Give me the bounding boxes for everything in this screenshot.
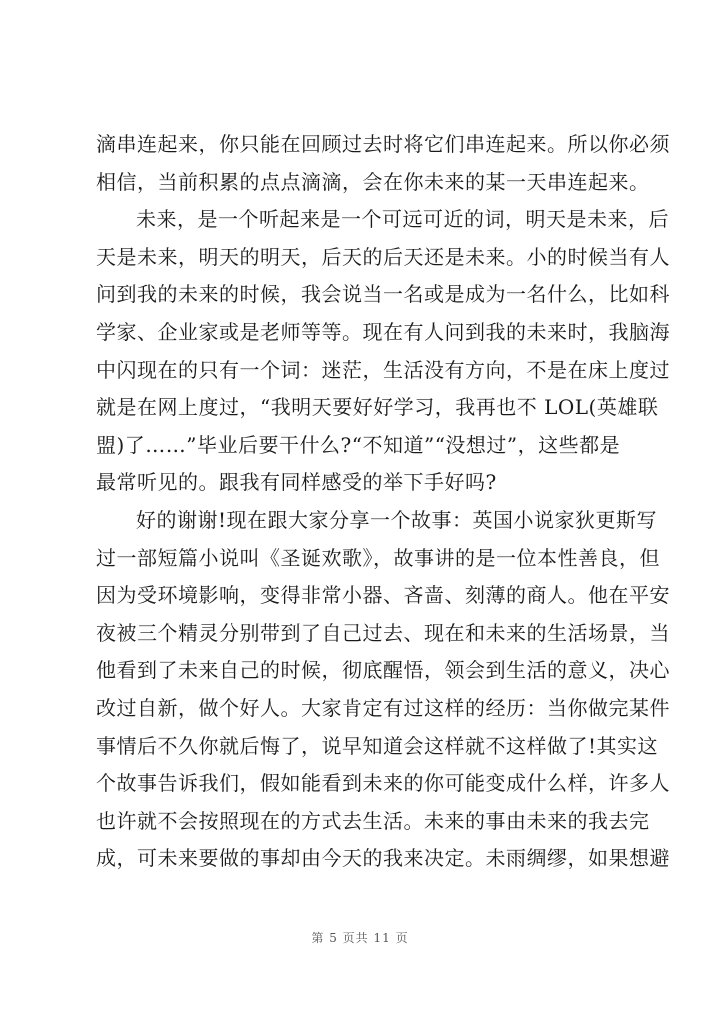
paragraph-line: 相信，当前积累的点点滴滴，会在你未来的某一天串连起来。 (96, 170, 650, 194)
paragraph-line: 未来，是一个听起来是一个可远可近的词，明天是未来，后 (136, 207, 669, 231)
paragraph-line: 就是在网上度过，“我明天要好好学习，我再也不 LOL(英雄联 (96, 395, 659, 419)
paragraph-line: 中闪现在的只有一个词：迷茫，生活没有方向，不是在床上度过 (96, 358, 670, 382)
paragraph-line: 过一部短篇小说叫《圣诞欢歌》，故事讲的是一位本性善良，但 (96, 546, 660, 570)
paragraph-line: 天是未来，明天的明天，后天的后天还是未来。小的时候当有人 (96, 245, 670, 269)
paragraph-line: 他看到了未来自己的时候，彻底醒悟，领会到生活的意义，决心 (96, 658, 670, 682)
paragraph-line: 个故事告诉我们，假如能看到未来的你可能变成什么样，许多人 (96, 771, 670, 795)
page-number-footer: 第 5 页共 11 页 (311, 931, 409, 945)
paragraph-line: 事情后不久你就后悔了，说早知道会这样就不这样做了!其实这 (96, 734, 659, 758)
paragraph-line: 学家、企业家或是老师等等。现在有人问到我的未来时，我脑海 (96, 320, 670, 344)
paragraph-line: 滴串连起来，你只能在回顾过去时将它们串连起来。所以你必须 (96, 132, 670, 156)
paragraph-line: 改过自新，做个好人。大家肯定有过这样的经历：当你做完某件 (96, 696, 670, 720)
paragraph-line: 成，可未来要做的事却由今天的我来决定。未雨绸缪，如果想避 (96, 846, 670, 870)
paragraph-line: 最常听见的。跟我有同样感受的举下手好吗? (96, 470, 497, 494)
paragraph-line: 问到我的未来的时候，我会说当一名或是成为一名什么，比如科 (96, 282, 670, 306)
paragraph-line: 好的谢谢!现在跟大家分享一个故事：英国小说家狄更斯写 (136, 508, 658, 532)
paragraph-line: 因为受环境影响，变得非常小器、吝啬、刻薄的商人。他在平安 (96, 583, 670, 607)
paragraph-line: 盟)了……”毕业后要干什么?“不知道”“没想过”，这些都是 (96, 433, 621, 457)
paragraph-line: 也许就不会按照现在的方式去生活。未来的事由未来的我去完 (96, 809, 650, 833)
paragraph-line: 夜被三个精灵分别带到了自己过去、现在和未来的生活场景，当 (96, 621, 670, 645)
